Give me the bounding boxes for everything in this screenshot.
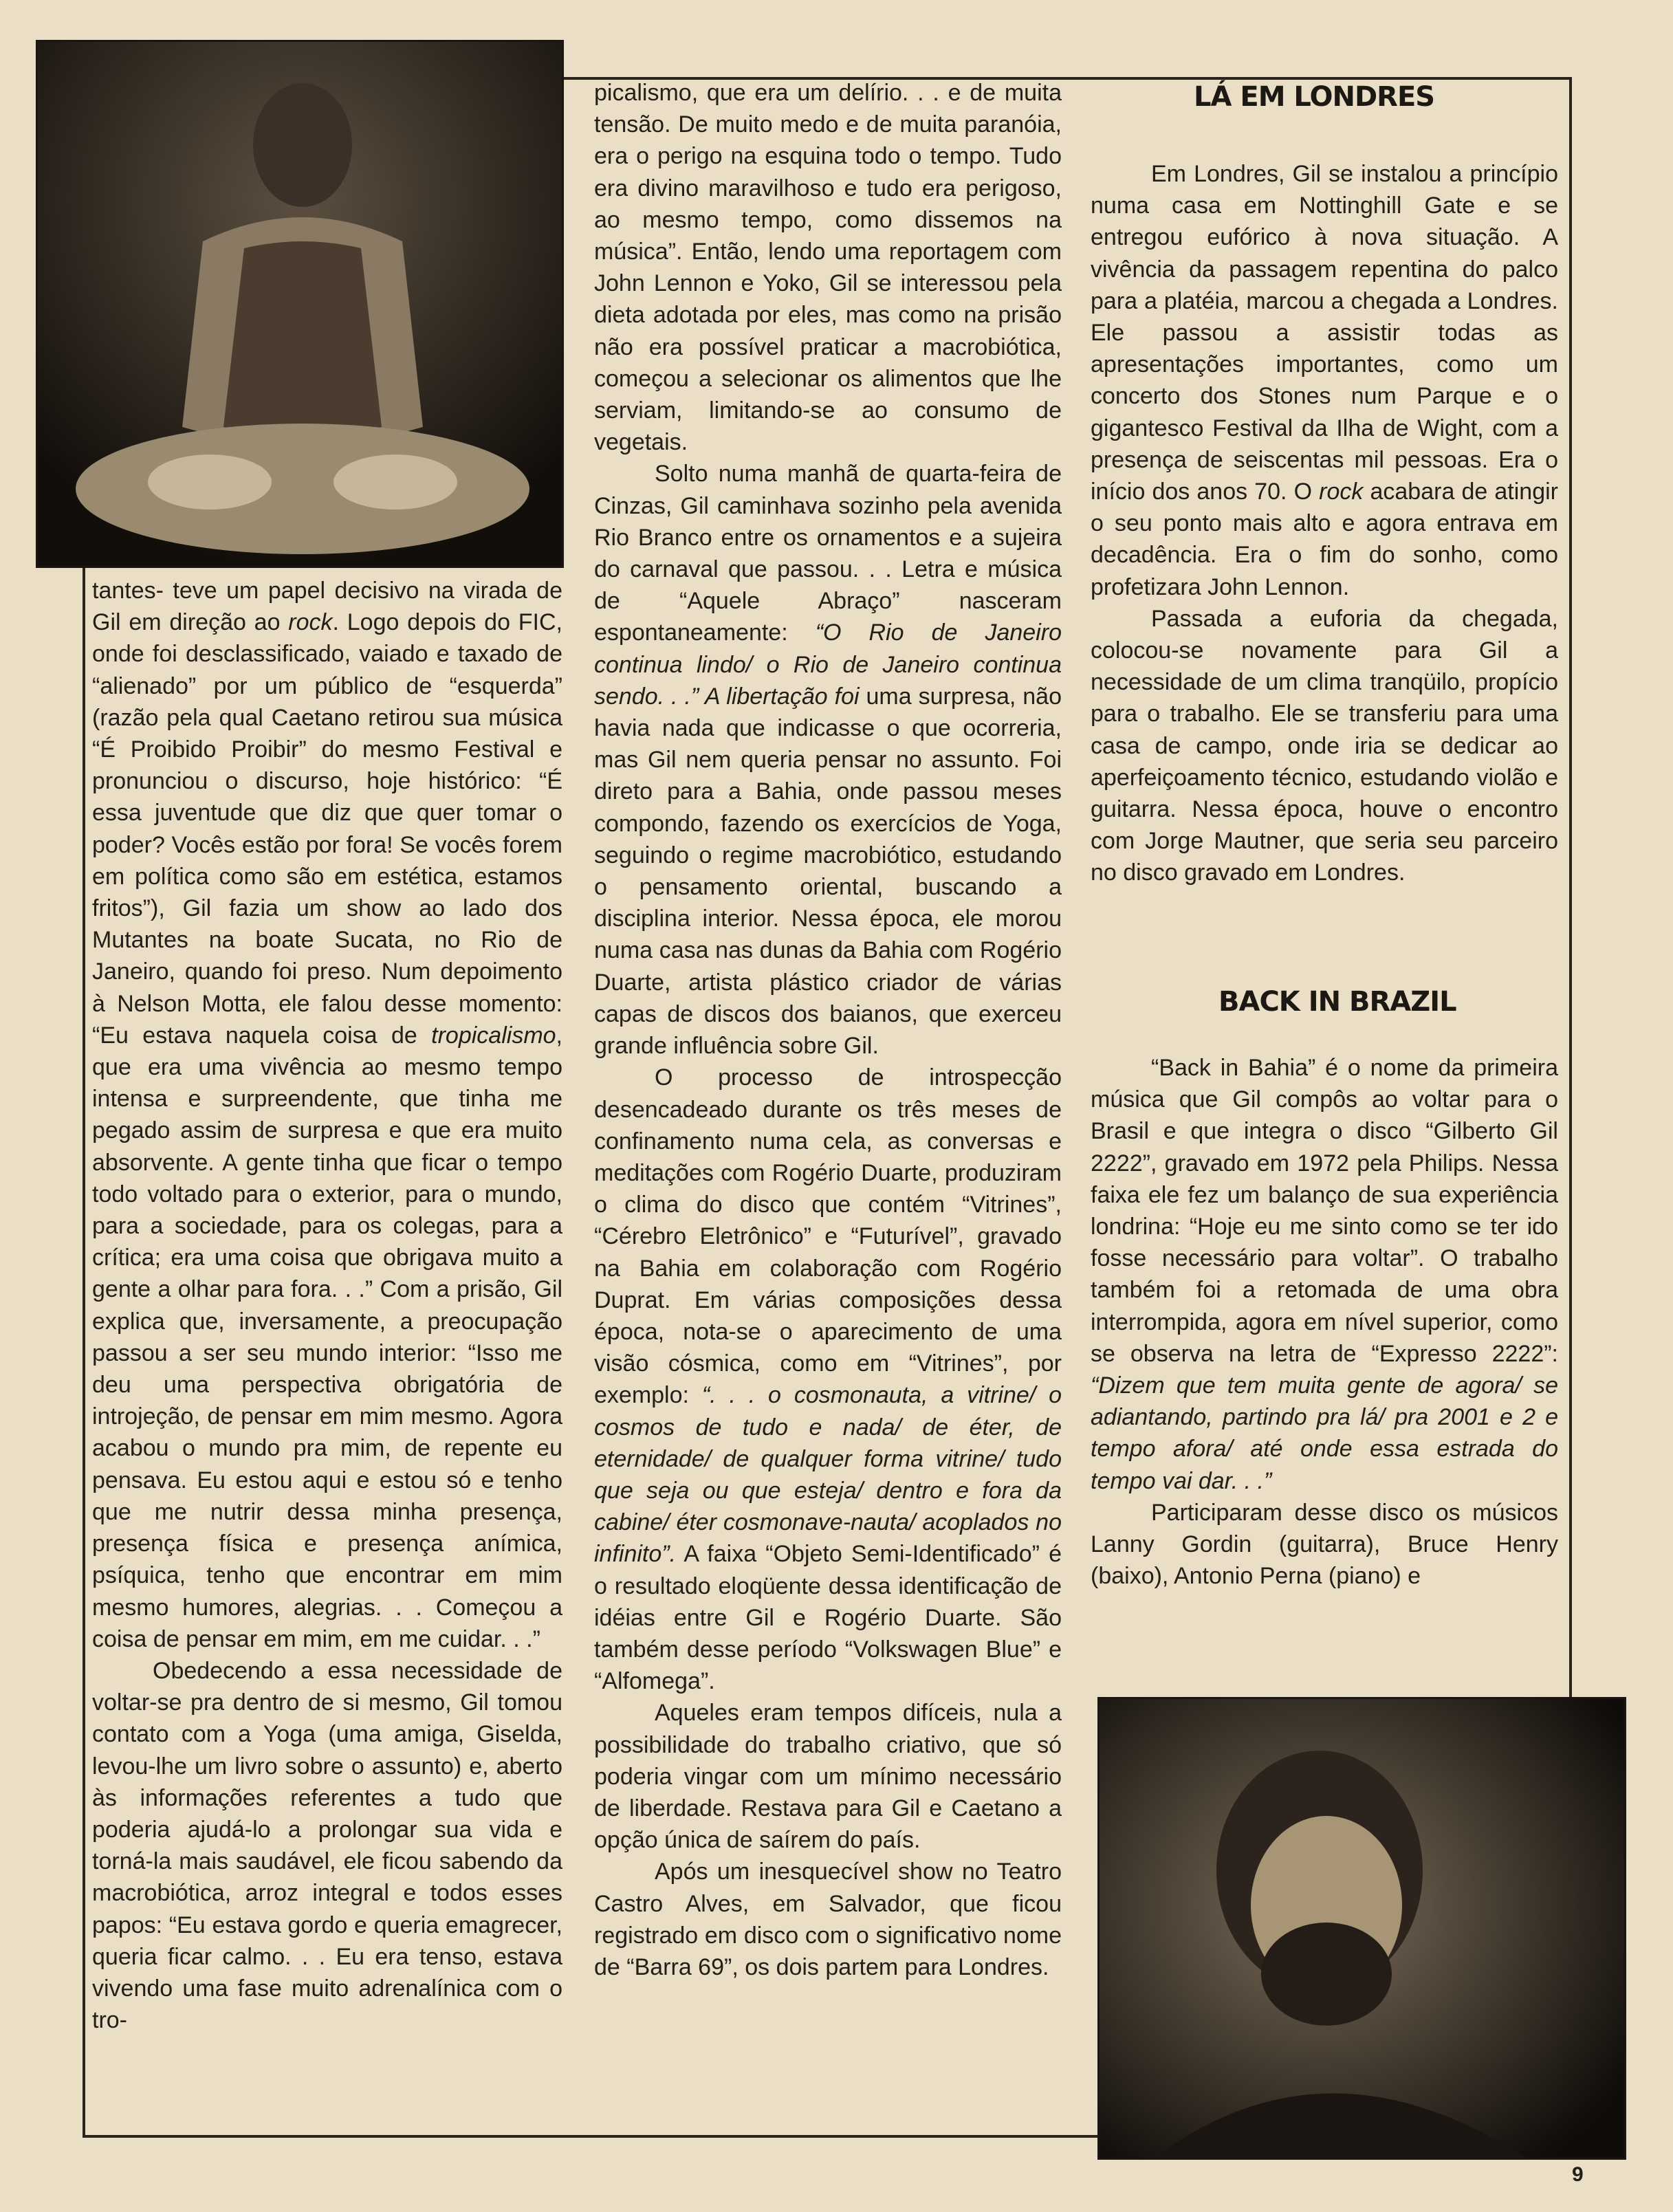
paragraph: tantes- teve um papel decisivo na virada de Gil em direção ao rock. Logo depois do FIC, onde foi desclassificado, vaiado e taxado de “alienado” por um público de “esquerda” (razão pela qual Caetano retirou sua música “É Proibido Proibir” do mesmo Festival e pronunciou o discurso, hoje histórico: “É essa juventude que diz que quer tomar o poder? Vocês estão por fora! Se vocês forem em política como são em estética, estamos fritos”), Gil fazia um show ao lado dos Mutantes na boate Sucata, no Rio de Janeiro, quando foi preso. Num depoimento à Nelson Motta, ele falou desse momento: “Eu estava naquela coisa de tropicalismo, que era uma vivência ao mesmo tempo intensa e surpreendente, que tinha me pegado assim de surpresa e que era muito absorvente. A gente tinha que ficar o tempo todo voltado para o exterior, para o mundo, para a sociedade, para os colegas, para a crítica; era uma coisa que obrigava muito a gente a olhar para fora. . .” Com a prisão, Gil explica que, inversamente, a preocupação passou a ser seu mundo interior: “Isso me deu uma perspectiva obrigatória de introjeção, de pensar em mim mesmo. Agora acabou o mundo pra mim, de repente eu pensava. Eu estou aqui e estou só e tenho que me nutrir dessa minha presença, presença física e presença anímica, psíquica, tenho que encontrar em mim mesmo humores, alegrias. . . Começou a coisa de pensar em mim, em me cuidar. . .”: [92, 578, 563, 1652]
column-right-lower: [1091, 1052, 1558, 1592]
paragraph: Obedecendo a essa necessidade de voltar-se pra dentro de si mesmo, Gil tomou contato com a Yoga (uma amiga, Giselda, levou-lhe um livro sobre o assunto) e, aberto às informações referentes a tudo que poderia ajudá-lo a prolongar sua vida e torná-la mais saudável, ele ficou sabendo da macrobiótica, arroz integral e todos esses papos: “Eu estava gordo e queria emagrecer, queria ficar calmo. . . Eu era tenso, estava vivendo uma fase muito adrenalínica com o tro-: [92, 1657, 562, 2034]
paragraph: Participaram desse disco os músicos Lanny Gordin (guitarra), Bruce Henry (baixo), Antonio Perna (piano) e: [1091, 1499, 1558, 1590]
paragraph: Aqueles eram tempos difíceis, nula a possibilidade do trabalho criativo, que só poderia vingar com um mínimo necessário de liberdade. Restava para Gil e Caetano a opção única de saírem do país.: [594, 1700, 1062, 1854]
column-right: [1091, 158, 1558, 889]
section-heading: BACK IN BRAZIL: [1218, 986, 1456, 1018]
paragraph: Solto numa manhã de quarta-feira de Cinzas, Gil caminhava sozinho pela avenida Rio Branco entre os ornamentos e a sujeira do carnaval que passou. . . Letra e música de “Aquele Abraço” nasceram espontaneamente: “O Rio de Janeiro continua lindo/ o Rio de Janeiro continua sendo. . .” A libertação foi uma surpresa, não havia nada que indicasse o que ocorreria, mas Gil nem queria pensar no assunto. Foi direto para a Bahia, onde passou meses compondo, fazendo os exercícios de Yoga, seguindo o regime macrobiótico, estudando o pensamento oriental, buscando a disciplina interior. Nessa época, ele morou numa casa nas dunas da Bahia com Rogério Duarte, artista plástico criador de várias capas de discos dos baianos, que exerceu grande influência sobre Gil.: [594, 461, 1062, 1060]
photograph-icon: [38, 42, 562, 566]
photograph-icon: [1100, 1699, 1624, 2158]
paragraph: “Back in Bahia” é o nome da primeira música que Gil compôs ao voltar para o Brasil e que integra o disco “Gilberto Gil 2222”, gravado em 1972 pela Philips. Nessa faixa ele fez um balanço de sua experiência londrina: “Hoje eu me sinto como se ter ido fosse necessário para voltar”. O trabalho também foi a retomada de uma obra interrompida, agora em nível superior, como se observa na letra de “Expresso 2222”: “Dizem que tem muita gente de agora/ se adiantando, partindo pra lá/ pra 2001 e 2 e tempo afora/ até onde essa estrada do tempo vai dar. . .”: [1091, 1055, 1558, 1494]
page-number: 9: [1572, 2163, 1584, 2186]
column-left: [92, 575, 562, 2036]
paragraph: Após um inesquecível show no Teatro Castro Alves, em Salvador, que ficou registrado em disco com o significativo nome de “Barra 69”, os dois partem para Londres.: [594, 1859, 1062, 1980]
column-middle: [594, 77, 1062, 1983]
paragraph: Passada a euforia da chegada, colocou-se novamente para Gil a necessidade de um clima tranqüilo, propício para o trabalho. Ele se transferiu para uma casa de campo, onde iria se dedicar ao aperfeiçoamento técnico, estudando violão e guitarra. Nessa época, houve o encontro com Jorge Mautner, que seria seu parceiro no disco gravado em Londres.: [1091, 605, 1558, 886]
section-heading: LÁ EM LONDRES: [1194, 81, 1435, 113]
bearded-man-photo: [1097, 1697, 1626, 2160]
paragraph: Em Londres, Gil se instalou a princípio numa casa em Nottinghill Gate e se entregou eufórico à nova situação. A vivência da passagem repentina do palco para a platéia, marcou a chegada a Londres. Ele passou a assistir todas as apresentações importantes, como um concerto dos Stones num Parque e o gigantesco Festival da Ilha de Wight, com a presença de seiscentas mil pessoas. Era o início dos anos 70. O rock acabara de atingir o seu ponto mais alto e agora entrava em decadência. Era o fim do sonho, como profetizara John Lennon.: [1091, 161, 1558, 600]
seated-figure-photo: [36, 40, 564, 568]
paragraph: picalismo, que era um delírio. . . e de muita tensão. De muito medo e de muita paranóia, era o perigo na esquina todo o tempo. Tudo era divino maravilhoso e tudo era perigoso, ao mesmo tempo, como dissemos na música”. Então, lendo uma reportagem com John Lennon e Yoko, Gil se interessou pela dieta adotada por eles, mas como na prisão não era possível praticar a macrobiótica, começou a selecionar os alimentos que lhe serviam, limitando-se ao consumo de vegetais.: [594, 80, 1062, 456]
paragraph: O processo de introspecção desencadeado durante os três meses de confinamento numa cela, as conversas e meditações com Rogério Duarte, produziram o clima do disco que contém “Vitrines”, “Cérebro Eletrônico” e “Futurível”, gravado na Bahia em colaboração com Rogério Duprat. Em várias composições dessa época, nota-se o aparecimento de uma visão cósmica, como em “Vitrines”, por exemplo: “. . . o cosmonauta, a vitrine/ o cosmos de tudo e nada/ de éter, de eternidade/ de qualquer forma vitrine/ tudo que seja ou que esteja/ dentro e fora da cabine/ éter cosmonave-nauta/ acoplados no infinito”. A faixa “Objeto Semi-Identificado” é o resultado eloqüente dessa identificação de idéias entre Gil e Rogério Duarte. São também desse período “Volkswagen Blue” e “Alfomega”.: [594, 1064, 1062, 1695]
